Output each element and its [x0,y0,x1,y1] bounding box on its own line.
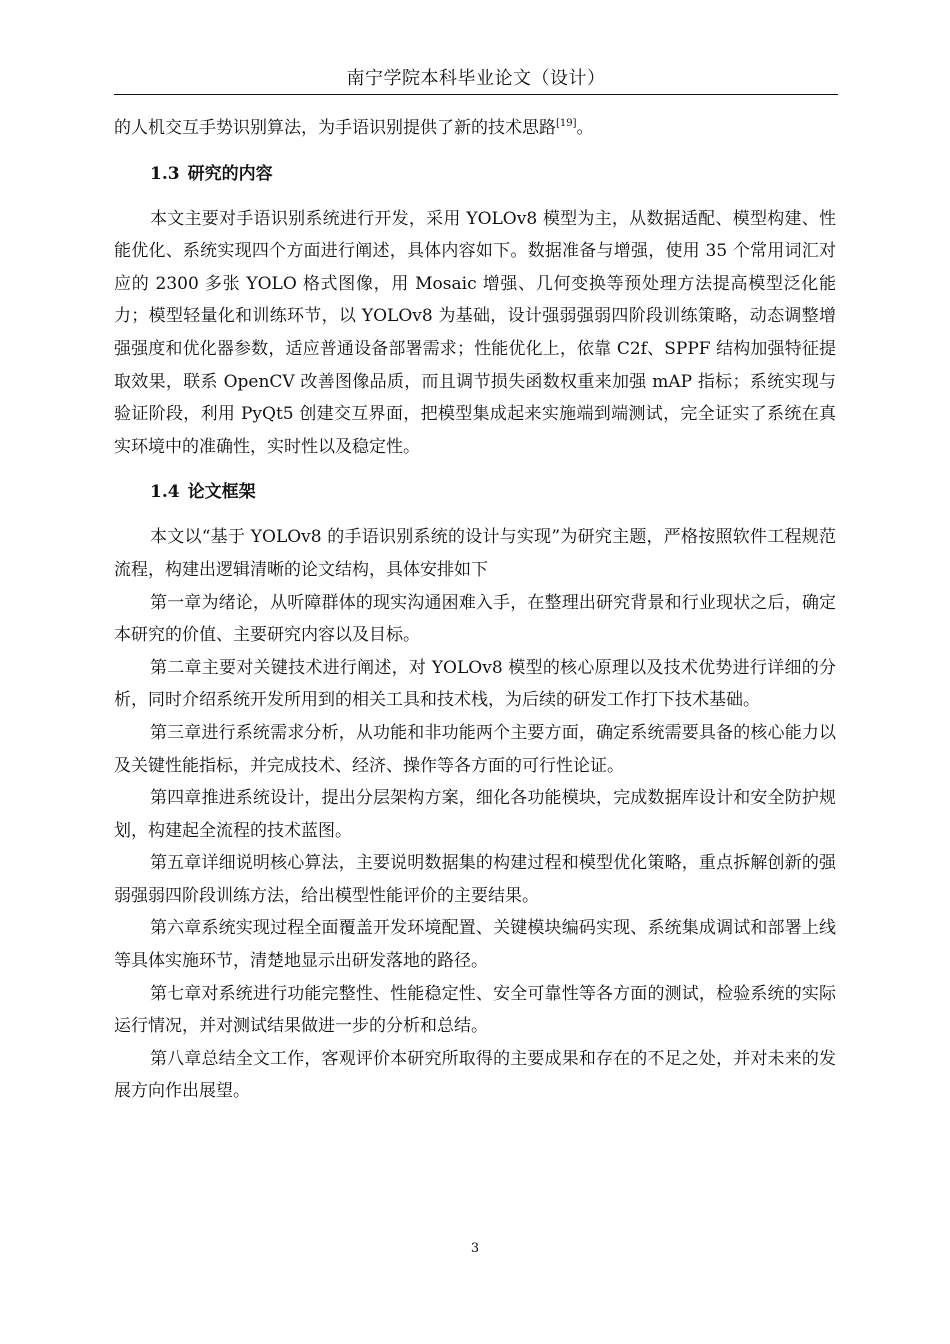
header-rule [114,94,838,95]
page-number: 3 [470,1241,480,1256]
section-title: 论文框架 [187,482,256,503]
paragraph-chapter-5: 第五章详细说明核心算法，主要说明数据集的构建过程和模型优化策略，重点拆解创新的强弱强弱四阶段训练方法，给出模型性能评价的主要结果。 [114,853,836,906]
section-heading-1-3 [150,158,836,190]
continuation-paragraph [114,112,836,145]
paragraph-framework-intro: 本文以“基于 YOLOv8 的手语识别系统的设计与实现”为研究主题，严格按照软件工程规范流程，构建出逻辑清晰的论文结构，具体安排如下 [114,527,836,580]
paragraph-chapter-3: 第三章进行系统需求分析，从功能和非功能两个主要方面，确定系统需要具备的核心能力以及关键性能指标，并完成技术、经济、操作等各方面的可行性论证。 [114,722,836,776]
running-header-title: 南宁学院本科毕业论文（设计） [346,68,606,89]
section-number: 1.4 [150,482,180,503]
body-text [114,112,836,1108]
section-number: 1.3 [150,163,180,184]
continuation-end: 。 [576,118,594,138]
paragraph-chapter-8: 第八章总结全文工作，客观评价本研究所取得的主要成果和存在的不足之处，并对未来的发展方向作出展望。 [114,1048,836,1102]
continuation-text: 的人机交互手势识别算法，为手语识别提供了新的技术思路 [114,118,556,138]
paragraph-chapter-1: 第一章为绪论，从听障群体的现实沟通困难入手，在整理出研究背景和行业现状之后，确定本研究的价值、主要研究内容以及目标。 [114,592,836,646]
paragraph-research-content: 本文主要对手语识别系统进行开发，采用 YOLOv8 模型为主，从数据适配、模型构建、性能优化、系统实现四个方面进行阐述，具体内容如下。数据准备与增强，使用 35 个常用词汇对应的 2300 多张 YOLO 格式图像，用 Mosaic 增强、几何变换等预处理方法提高模型泛化能力；模型轻量化和训练环节，以 YOLOv8 为基础，设计强弱强弱四阶段训练策略，动态调整增强强度和优化器参数，适应普通设备部署需求；性能优化上，依靠 C2f、SPPF 结构加强特征提取效果，联系 OpenCV 改善图像品质，而且调节损失函数权重来加强 mAP 指标；系统实现与验证阶段，利用 PyQt5 创建交互界面，把模型集成起来实施端到端测试，完全证实了系统在真实环境中的准确性，实时性以及稳定性。 [114,208,836,457]
section-heading-1-4 [150,476,836,508]
section-title: 研究的内容 [187,163,273,184]
paragraph-chapter-2: 第二章主要对关键技术进行阐述，对 YOLOv8 模型的核心原理以及技术优势进行详细的分析，同时介绍系统开发所用到的相关工具和技术栈，为后续的研发工作打下技术基础。 [114,657,836,711]
paragraph-chapter-6: 第六章系统实现过程全面覆盖开发环境配置、关键模块编码实现、系统集成调试和部署上线等具体实施环节，清楚地显示出研发落地的路径。 [114,918,836,972]
paragraph-chapter-4: 第四章推进系统设计，提出分层架构方案，细化各功能模块，完成数据库设计和安全防护规划，构建起全流程的技术蓝图。 [114,788,836,841]
paragraph-chapter-7: 第七章对系统进行功能完整性、性能稳定性、安全可靠性等各方面的测试，检验系统的实际运行情况，并对测试结果做进一步的分析和总结。 [114,983,836,1037]
citation-19: [19] [556,118,577,129]
